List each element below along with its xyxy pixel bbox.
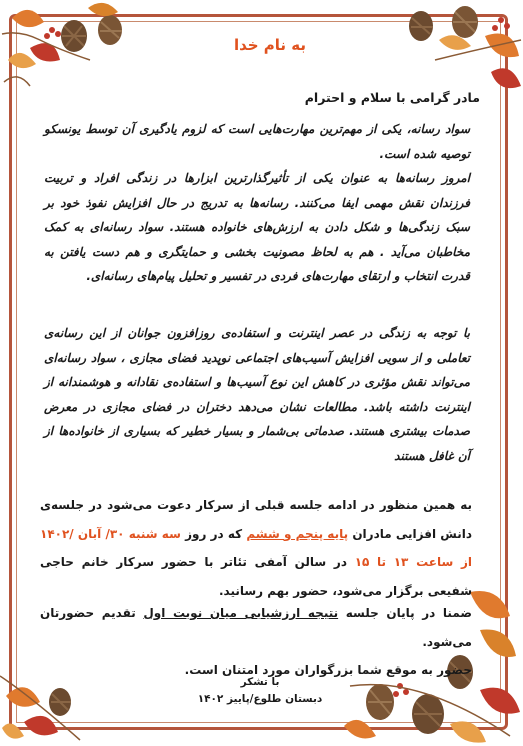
invitation-text-3: در سالن آمفی تئاتر با حضور سرکار خانم حاجی شفیعی برگزار می‌شود، حضور بهم رسانید. xyxy=(40,555,472,599)
page-title: به نام خدا xyxy=(233,36,307,54)
invitation-text-1: به همین منظور در ادامه جلسه قبلی از سرکار دعوت می‌شود در جلسه‌ی دانش افزایی مادران xyxy=(40,498,473,541)
closing-line-2: حضور به موقع شما بزرگواران مورد امتنان است. xyxy=(184,663,472,678)
paragraph-media-role: امروز رسانه‌ها به عنوان یکی از تأثیرگذارترین ابزارها در زندگی افراد و تربیت فرزندان نقش مهمی ایفا می‌کنند. رسانه‌ها به تدریج در حال افزایش نفوذ خود بر سبک زندگی‌ها و شکل دادن به ارزش‌های خانواده هستند. سواد رسانه‌ای به کمک مخاطبان می‌آید . هم به لحاظ مصونیت بخشی و حمایتگری و هم دست یافتن به قدرت انتخاب و ارتقای مهارت‌های فردی در تفسیر و تحلیل پیام‌های رسانه‌ای. xyxy=(44,171,470,284)
invitation-paragraph xyxy=(40,491,472,606)
paragraph-internet-age: با توجه به زندگی در عصر اینترنت و استفاده‌ی روزافزون جوانان از این رسانه‌ی تعاملی و از سویی افزایش آسیب‌های اجتماعی نوپدید فضای مجازی ، سواد رسانه‌ای می‌تواند نقش مؤثری در کاهش این نوع آسیب‌ها و استفاده‌ی نقادانه و هوشمندانه از اینترنت داشته باشد. مطالعات نشان می‌دهد دختران در فضای مجازی در معرض صدمات بیشتری هستند. صدماتی بی‌شمار و بسیار خطیر که بسیاری از خانواده‌ها از آن غافل هستند xyxy=(44,326,470,463)
paragraph-media-literacy: سواد رسانه، یکی از مهم‌ترین مهارت‌هایی است که لزوم یادگیری آن توسط یونسکو توصیه شده است. xyxy=(44,122,470,161)
closing-text-1: ضمنا در پایان جلسه xyxy=(345,606,472,620)
school-signature: دبستان طلوع/پاییز ۱۴۰۲ xyxy=(197,693,323,705)
salutation: مادر گرامی با سلام و احترام xyxy=(304,90,480,105)
closing-paragraph xyxy=(40,599,472,685)
invitation-grades: پایه پنجم و ششم xyxy=(246,526,349,541)
thanks-text: با تشکر xyxy=(240,676,280,688)
invitation-date: سه شنبه ۳۰/ آبان /۱۴۰۲ xyxy=(40,526,181,541)
invitation-time: از ساعت ۱۳ تا ۱۵ xyxy=(354,555,472,570)
invitation-text-2: که در روز xyxy=(185,526,243,541)
closing-highlight: نتیجه ارزشیابی میان نوبت اول xyxy=(143,606,339,620)
autumn-leaves-top-left xyxy=(0,0,140,100)
closing-text-2: تقدیم حضورتان می‌شود. xyxy=(40,606,472,649)
